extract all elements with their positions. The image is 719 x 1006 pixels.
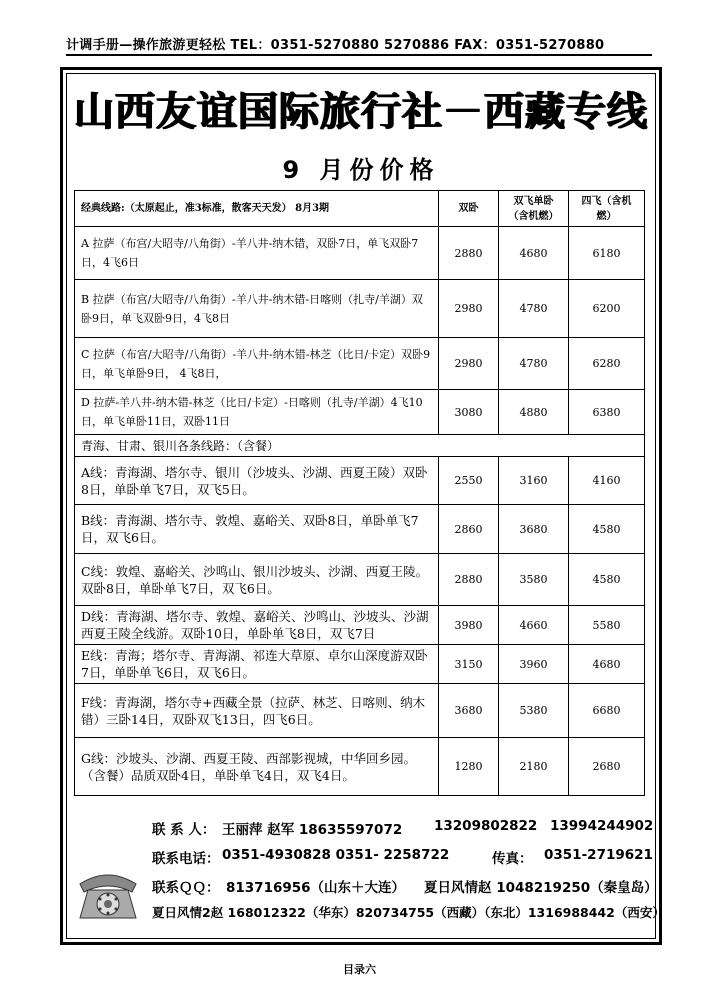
price-col1: 2550 <box>439 457 499 505</box>
price-col2: 4780 <box>499 338 569 390</box>
price-col3: 4580 <box>569 505 645 554</box>
table-header-row <box>75 191 645 227</box>
price-col3: 4680 <box>569 645 645 684</box>
table-row <box>75 738 645 796</box>
route-text: D线：青海湖、塔尔寺、敦煌、嘉峪关、沙鸣山、沙坡头、沙湖西夏王陵全线游。双卧10日，单卧单飞8日，双飞7日 <box>75 606 439 645</box>
contact-people: 王丽萍 赵军 18635597072 <box>222 822 403 838</box>
route-text: G线：沙坡头、沙湖、西夏王陵、西部影视城，中华回乡园。（含餐）品质双卧4日，单卧单飞4日，双飞4日。 <box>75 738 439 796</box>
contact-people-label: 联 系 人： <box>152 822 216 838</box>
section-row <box>75 435 645 457</box>
route-text: B线：青海湖、塔尔寺、敦煌、嘉峪关、双卧8日，单卧单飞7日，双飞6日。 <box>75 505 439 554</box>
price-col3: 6380 <box>569 390 645 435</box>
price-col1: 2980 <box>439 338 499 390</box>
header-contact-line: 计调手册—操作旅游更轻松 TEL：0351-5270880 5270886 FAX：0351-5270880 <box>66 34 652 56</box>
header-col1: 双卧 <box>439 191 499 227</box>
price-col2: 3580 <box>499 554 569 606</box>
contact-qq-1: 813716956（山东＋大连） <box>226 880 406 896</box>
price-col3: 2680 <box>569 738 645 796</box>
price-col1: 3980 <box>439 606 499 645</box>
table-row <box>75 606 645 645</box>
price-col1: 2860 <box>439 505 499 554</box>
table-row <box>75 338 645 390</box>
price-col2: 5380 <box>499 684 569 738</box>
table-row <box>75 390 645 435</box>
price-col3: 6280 <box>569 338 645 390</box>
price-col1: 3150 <box>439 645 499 684</box>
table-row <box>75 554 645 606</box>
price-col3: 6180 <box>569 227 645 280</box>
contact-qq-3: 夏日风情2赵 168012322（华东）820734755（西藏）（东北）1316988442（西安） <box>152 905 665 920</box>
route-text: C 拉萨（布宫/大昭寺/八角街）-羊八井-纳木错-林芝（比日/卡定）双卧9日，单飞单卧9日， 4飞8日， <box>75 338 439 390</box>
price-col2: 3160 <box>499 457 569 505</box>
route-text: A线：青海湖、塔尔寺、银川（沙坡头、沙湖、西夏王陵）双卧8日，单卧单飞7日，双飞5日。 <box>75 457 439 505</box>
route-text: E线：青海；塔尔寺、青海湖、祁连大草原、卓尔山深度游双卧7日，单卧单飞6日，双飞6日。 <box>75 645 439 684</box>
contact-mobile-3: 13994244902 <box>550 818 654 834</box>
price-col3: 4160 <box>569 457 645 505</box>
price-col1: 2980 <box>439 280 499 338</box>
price-col2: 3960 <box>499 645 569 684</box>
price-col2: 3680 <box>499 505 569 554</box>
header-route: 经典线路:（太原起止，准3标准，散客天天发） 8月3期 <box>75 191 439 227</box>
price-col3: 5580 <box>569 606 645 645</box>
section-label: 青海、甘肃、银川各条线路：（含餐） <box>75 435 645 457</box>
price-col2: 4660 <box>499 606 569 645</box>
price-col2: 4680 <box>499 227 569 280</box>
contact-fax: 0351-2719621 <box>544 847 653 863</box>
table-row <box>75 684 645 738</box>
header-col3: 四飞（含机燃） <box>569 191 645 227</box>
route-text: F线：青海湖，塔尔寺+西藏全景（拉萨、林芝、日喀则、纳木错）三卧14日，双卧双飞13日，四飞6日。 <box>75 684 439 738</box>
route-text: A 拉萨（布宫/大昭寺/八角街）-羊八井-纳木错，双卧7日，单飞双卧7日，4飞6日 <box>75 227 439 280</box>
price-col1: 3680 <box>439 684 499 738</box>
contact-qq-2: 夏日风情赵 1048219250（秦皇岛） <box>424 880 658 896</box>
table-row <box>75 280 645 338</box>
price-col2: 4780 <box>499 280 569 338</box>
price-col1: 1280 <box>439 738 499 796</box>
price-col2: 2180 <box>499 738 569 796</box>
route-text: D 拉萨-羊八井-纳木错-林芝（比日/卡定）-日喀则（扎寺/羊湖）4飞10日，单飞单卧11日，双卧11日 <box>75 390 439 435</box>
contact-phones: 0351-4930828 0351- 2258722 <box>222 847 450 863</box>
contact-phone-label: 联系电话： <box>152 851 220 867</box>
header-col2: 双飞单卧（含机燃） <box>499 191 569 227</box>
contact-mobile-2: 13209802822 <box>434 818 538 834</box>
price-col3: 6680 <box>569 684 645 738</box>
table-row <box>75 645 645 684</box>
price-col2: 4880 <box>499 390 569 435</box>
price-table <box>74 190 645 796</box>
price-col1: 2880 <box>439 554 499 606</box>
page-title: 山西友谊国际旅行社－西藏专线 <box>74 88 648 135</box>
price-col3: 6200 <box>569 280 645 338</box>
contact-qq-label: 联系ＱＱ： <box>152 880 220 896</box>
page-footer: 目录六 <box>343 963 376 976</box>
route-text: C线：敦煌、嘉峪关、沙鸣山、银川沙坡头、沙湖、西夏王陵。双卧8日，单卧单飞7日，双飞6日。 <box>75 554 439 606</box>
price-col3: 4580 <box>569 554 645 606</box>
table-row <box>75 505 645 554</box>
price-col1: 3080 <box>439 390 499 435</box>
table-row <box>75 227 645 280</box>
page-subtitle: 9 月份价格 <box>282 156 440 184</box>
route-text: B 拉萨（布宫/大昭寺/八角街）-羊八井-纳木错-日喀则（扎寺/羊湖）双卧9日，单飞双卧9日，4飞8日 <box>75 280 439 338</box>
table-row <box>75 457 645 505</box>
price-col1: 2880 <box>439 227 499 280</box>
contact-fax-label: 传真： <box>492 851 533 867</box>
telephone-icon <box>74 864 142 922</box>
